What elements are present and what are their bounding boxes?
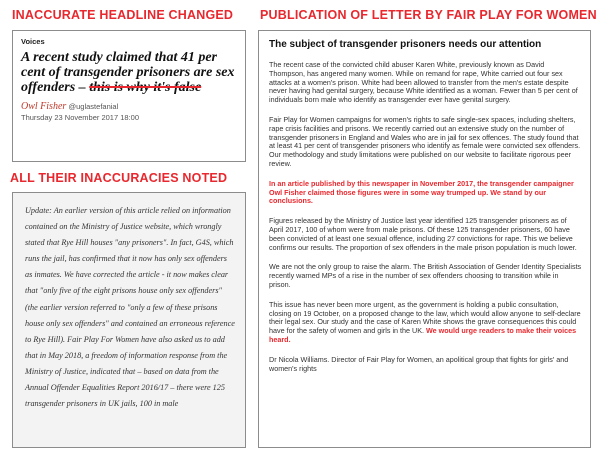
author-handle: @uglastefanial [68,102,119,111]
headline-main-text: A recent study claimed that 41 per cent of transgender prisoners are sex offenders – [21,50,235,95]
article-date: Thursday 23 November 2017 18:00 [21,113,139,122]
author-name: Owl Fisher [21,101,67,112]
letter-title: The subject of transgender prisoners needs our attention [269,39,542,50]
letter-paragraph-6 [269,301,582,345]
article-card [12,30,246,162]
letter-paragraph-2: Fair Play for Women campaigns for women's rights to safe single-sex spaces, including shelters, rape crisis facilities and prisons. We recently carried out an extensive study on the number of transgender prisoners in England and Wales who are in jail for sex offences. The study found that at least 41 per cent of transgender prisoners who identify as female were convicted sex offenders. Our methodology and study limitations were published on our website to facilitate rigorous peer review. [269,114,581,168]
headline-struck-text: this is why it's false [89,80,202,95]
letter-call-to-action: We would urge readers to make their voices heard. [269,326,577,344]
letter-paragraph-4: Figures released by the Ministry of Justice last year identified 125 transgender prisoners as of April 2017, 100 of whom were from male prisons. Of these 125 transgender prisoners, 60 have been convicted of at least one sexual offence, including 27 convictions for rape. This we believe confirms our results. The proportion of sex offenders in the male prison population is much lower. [269,216,577,252]
letter-signature: Dr Nicola Williams. Director of Fair Play for Women, an apolitical group that fights for girls' and women's rights [269,354,569,373]
letter-paragraph-3: In an article published by this newspaper in November 2017, the transgender campaigner Owl Fisher claimed those figures were in some way trumped up. We stand by our conclusions. [269,178,574,206]
inaccuracies-noted-heading: ALL THEIR INACCURACIES NOTED [10,171,228,185]
article-section-label: Voices [21,37,45,46]
letter-box [258,30,591,448]
letter-paragraph-6-text: This issue has never been more urgent, as the government is holding a public consultation, closing on 19 October, on a proposed change to the law, which would allow anyone to self-declare their legal sex. Our study and the case of Karen White shows the grave consequences this could have for the safety of women and girls in the UK. [269,299,581,336]
article-headline [21,50,237,95]
article-byline [21,101,237,112]
letter-paragraph-1: The recent case of the convicted child abuser Karen White, previously known as David Thompson, has angered many women. While on remand for rape, White carried out four sex attacks at a women's prison. White had been allowed to transfer from the men's estate despite never having had genital surgery, because White identified as a woman. Fewer than 5 per cent of individuals born male who identify as transgender ever have genital surgery. [269,60,578,105]
correction-text: Update: An earlier version of this article relied on information contained on the Ministry of Justice website, which wrongly stated that Rye Hill houses "any prisoners". In fact, G4S, which runs the jail, has confirmed that it now has only sex offenders as inmates. We have corrected the article - it now makes clear that "only five of the eight prisons house only sex offenders" (the earlier version referred to "only a few of these prisons house only sex offenders" and contained an erroneous reference to Rye Hill). Fair Play For Women have also asked us to add that in May 2018, a freedom of information response from the Ministry of Justice, indicated that – based on data from the Annual Offender Equalities Report 2016/17 – there were 125 transgender prisoners in UK jails, 100 in male [25,206,235,409]
correction-note-box [12,192,246,448]
headline-changed-heading: INACCURATE HEADLINE CHANGED [12,8,234,22]
letter-paragraph-5: We are not the only group to raise the alarm. The British Association of Gender Identity Specialists recently warned MPs of a rise in the number of sex offenders choosing to transition while in prison. [269,262,582,289]
letter-publication-heading: PUBLICATION OF LETTER BY FAIR PLAY FOR WOMEN [260,8,597,22]
